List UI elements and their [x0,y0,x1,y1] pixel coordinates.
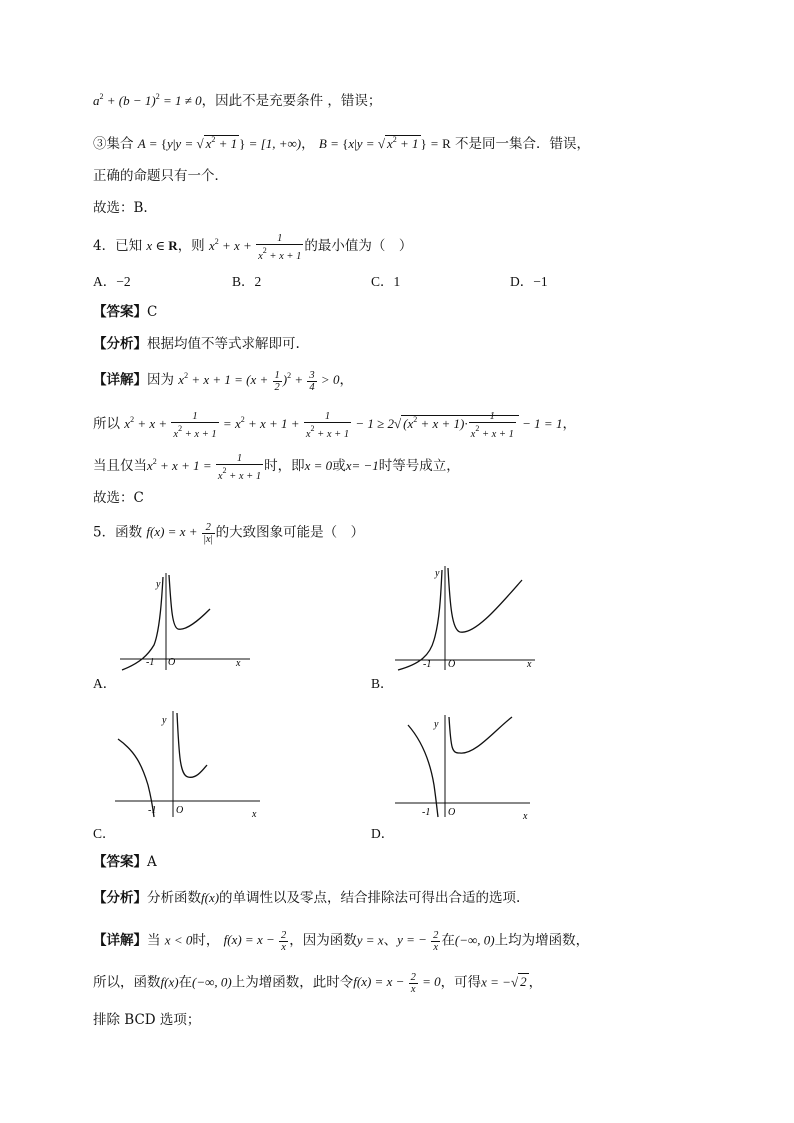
x-label-d: x [523,811,528,822]
graph-c [110,705,270,823]
detail-tag: 【详解】 [93,372,147,388]
y-label-c: y [162,715,167,726]
text-line-2: ③集合 A = {y|y = √ $x^2 + 1$ } = [1, +∞)， B = {x|y = √ $x^2 + 1$ } = R 不是同一集合．错误， [93,135,591,152]
q4-number: 4．已知 [93,238,143,254]
analysis-tag: 【分析】 [93,890,147,906]
line1-text: ，因此不是充要条件 ，错误； [201,93,382,109]
graph-a [110,565,260,675]
answer-tag: 【答案】 [93,304,147,320]
x-label-b: x [527,659,532,670]
origin-d: O [448,807,456,818]
line2-text: 不是同一集合．错误， [455,136,591,152]
q5-line-3: 排除 BCD 选项； [93,1012,201,1028]
math-q4-eq: $x^2 + x + 1$ = $\frac{1}{x^2 + x + 1}$ [147,452,262,482]
neg-one-b: -1 [423,659,432,670]
math-expression: $a^2 + (b - 1)^2 = 1 \ne 0$ [93,92,202,108]
q5-analysis: 【分析】分析函数f(x)的单调性以及零点，结合排除法可得出合适的选项. [93,890,521,906]
text-line-3: 正确的命题只有一个． [93,168,228,184]
option-b: B．2 [232,274,262,289]
math-q4-detail: $x^2 + x + 1 = (x$ + $\frac{1}{2}$ )$^2$ + $\frac{3}{4}$ > 0 [178,369,340,393]
option-a: A．−2 [93,274,131,289]
q4-detail: 【详解】因为 $x^2 + x + 1 = (x$ + $\frac{1}{2}$ )$^2$ + $\frac{3}{4}$ > 0， [93,369,353,393]
q4-tail: 的最小值为（ ） [304,238,413,254]
math-set-a: A = {y|y = √ $x^2 + 1$ } = [1, +∞) [137,135,302,151]
q5-answer: 【答案】A [93,854,157,870]
option-c: C．1 [371,274,401,289]
q4-mid: ，则 [177,238,205,254]
math-q4-expr: $x^2 + x$ + $\frac{1}{x^2 + x + 1}$ [208,232,302,262]
figure-label-b: B． [371,676,394,691]
text-line-4: 故选：B. [93,200,148,216]
detail-tag: 【详解】 [93,932,147,949]
y-label-a: y [156,579,161,590]
y-label-d: y [434,719,439,730]
q5-number: 5．函数 [93,524,143,541]
q4-line-3: 当且仅当$x^2 + x + 1$ = $\frac{1}{x^2 + x + 1}$ 时，即x = 0或x= −1时等号成立， [93,452,460,482]
graph-b [390,560,540,675]
q5-detail: 【详解】当 x < 0时， f(x) = x − $\frac{2}{x}$ ，因为函数y = x、y = − $\frac{2}{x}$ 在(−∞, 0)上均为增函数， [93,930,590,953]
figure-label-a: A． [93,676,117,691]
origin-b: O [448,659,456,670]
origin-c: O [176,805,184,816]
neg-one-d: -1 [422,807,431,818]
neg-one-a: -1 [146,657,155,668]
q4-line-2: 所以 $x^2 + x$ + $\frac{1}{x^2 + x + 1}$ = $x^2 + x + 1$ + $\frac{1}{x^2 + x + 1}$ − 1 ≥ 2√ $(x^2 + x + 1)\cdot$ $\frac{1}{x^2 + x + 1}$ − 1 = 1， [93,410,576,440]
q4-choose: 故选：C [93,490,144,506]
graph-d [390,705,540,823]
analysis-tag: 【分析】 [93,336,147,352]
neg-one-c: -1 [148,805,157,816]
answer-tag: 【答案】 [93,854,147,870]
y-label-b: y [435,568,440,579]
x-label-a: x [236,658,241,669]
question-5: 5．函数 f(x) = x + $\frac{2}{|x|}$ 的大致图象可能是（ ） [93,522,365,545]
question-4 [93,232,412,262]
text-line-1 [93,87,381,111]
x-label-c: x [252,809,257,820]
q5-line-2: 所以，函数f(x)在(−∞, 0)上为增函数，此时令f(x) = x − $\frac{2}{x}$ = 0，可得x = −√ 2 ， [93,972,543,995]
origin-a: O [168,657,176,668]
figure-label-d: D． [371,826,395,841]
math-q5-func: f(x) = x + $\frac{2}{|x|}$ [146,522,213,545]
math-set-b: B = {x|y = √ $x^2 + 1$ } = R [318,135,451,151]
q4-answer: 【答案】C [93,304,158,320]
q4-analysis: 【分析】根据均值不等式求解即可. [93,336,300,352]
set-word: 集合 [106,136,134,152]
option-d: D．−1 [510,274,548,289]
math-q4-ineq: $x^2 + x$ + $\frac{1}{x^2 + x + 1}$ = $x^2 + x + 1$ + $\frac{1}{x^2 + x + 1}$ − 1 ≥ 2√ $(x^2 + x + 1)\cdot$ $\frac{1}{x^2 + x + 1}$ − 1 = 1 [124,410,563,440]
math-x-in-r: x ∈ R [146,238,178,253]
figure-label-c: C． [93,826,116,841]
circled-number: ③ [93,136,107,152]
